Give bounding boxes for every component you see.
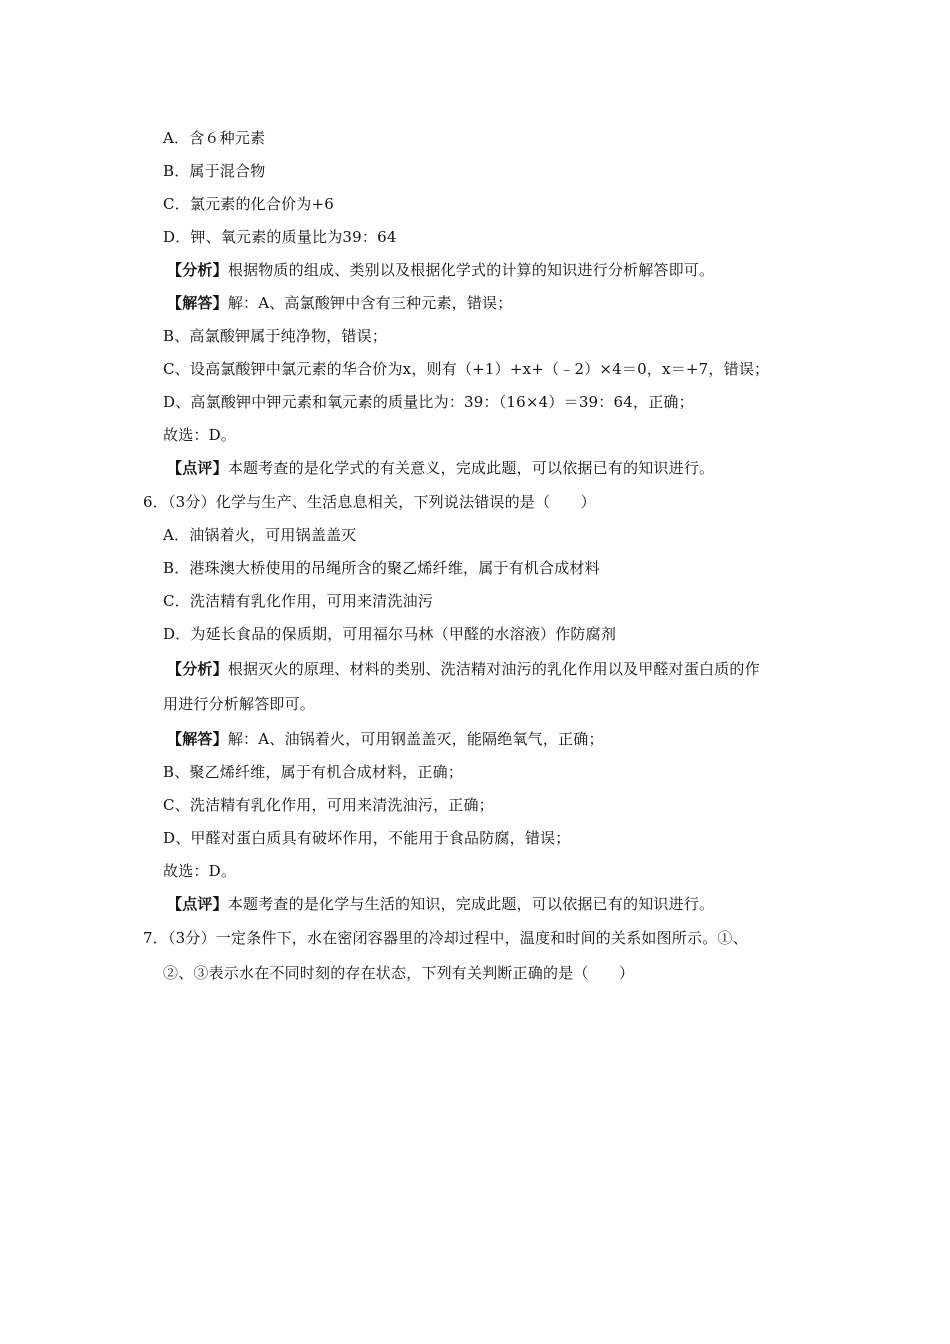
q6-option-b: B．港珠澳大桥使用的吊绳所含的聚乙烯纤维，属于有机合成材料 xyxy=(163,559,600,577)
q6-answer-line-1 xyxy=(167,729,604,749)
q7-stem-cont: ②、③表示水在不同时刻的存在状态，下列有关判断正确的是（ ） xyxy=(163,964,635,982)
q6-analysis xyxy=(167,659,760,679)
answer-tag: 【解答】 xyxy=(167,294,228,312)
q6-comment xyxy=(167,894,714,914)
analysis-tag: 【分析】 xyxy=(167,261,228,279)
q5-answer-line-5: 故选：D。 xyxy=(163,426,237,444)
q5-analysis xyxy=(167,260,714,280)
q6-answer-line-5: 故选：D。 xyxy=(163,862,237,880)
analysis-text: 根据灭火的原理、材料的类别、洗洁精对油污的乳化作用以及甲醛对蛋白质的作 xyxy=(227,660,760,678)
q5-option-b: B．属于混合物 xyxy=(163,162,266,180)
q5-answer-line-2: B、高氯酸钾属于纯净物，错误； xyxy=(163,327,388,345)
comment-tag: 【点评】 xyxy=(167,459,228,477)
comment-tag: 【点评】 xyxy=(167,895,228,913)
comment-text: 本题考查的是化学式的有关意义，完成此题，可以依据已有的知识进行。 xyxy=(227,459,715,477)
q5-answer-line-3: C、设高氯酸钾中氯元素的华合价为x，则有（+1）+x+（﹣2）×4＝0，x＝+7，错误； xyxy=(163,360,770,378)
q5-option-d: D．钾、氧元素的质量比为39：64 xyxy=(163,228,397,246)
analysis-tag: 【分析】 xyxy=(167,660,228,678)
answer-text: 解：A、高氯酸钾中含有三种元素，错误； xyxy=(227,294,513,312)
q6-option-a: A．油锅着火，可用锅盖盖灭 xyxy=(163,526,357,544)
q7-stem: 7．（3分）一定条件下，水在密闭容器里的冷却过程中，温度和时间的关系如图所示。①、 xyxy=(143,929,748,947)
analysis-text: 根据物质的组成、类别以及根据化学式的计算的知识进行分析解答即可。 xyxy=(227,261,715,279)
q6-option-d: D．为延长食品的保质期，可用福尔马林（甲醛的水溶液）作防腐剂 xyxy=(163,625,617,643)
q6-analysis-cont: 用进行分析解答即可。 xyxy=(163,695,316,713)
q5-comment xyxy=(167,458,714,478)
q5-option-a: A．含６种元素 xyxy=(163,129,266,147)
answer-text: 解：A、油锅着火，可用钢盖盖灭，能隔绝氧气，正确； xyxy=(227,730,604,748)
q5-answer-line-4: D、高氯酸钾中钾元素和氧元素的质量比为：39：（16×4）＝39：64，正确； xyxy=(163,393,694,411)
q6-answer-line-3: C、洗洁精有乳化作用，可用来清洗油污，正确； xyxy=(163,796,494,814)
q5-option-c: C．氯元素的化合价为+6 xyxy=(163,195,334,213)
q6-stem: 6．（3分）化学与生产、生活息息相关，下列说法错误的是（ ） xyxy=(143,493,596,511)
q6-option-c: C．洗洁精有乳化作用，可用来清洗油污 xyxy=(163,592,434,610)
answer-tag: 【解答】 xyxy=(167,730,228,748)
q5-answer-line-1 xyxy=(167,293,512,313)
q6-answer-line-2: B、聚乙烯纤维，属于有机合成材料，正确； xyxy=(163,763,464,781)
comment-text: 本题考查的是化学与生活的知识，完成此题，可以依据已有的知识进行。 xyxy=(227,895,715,913)
q6-answer-line-4: D、甲醛对蛋白质具有破坏作用，不能用于食品防腐，错误； xyxy=(163,829,571,847)
